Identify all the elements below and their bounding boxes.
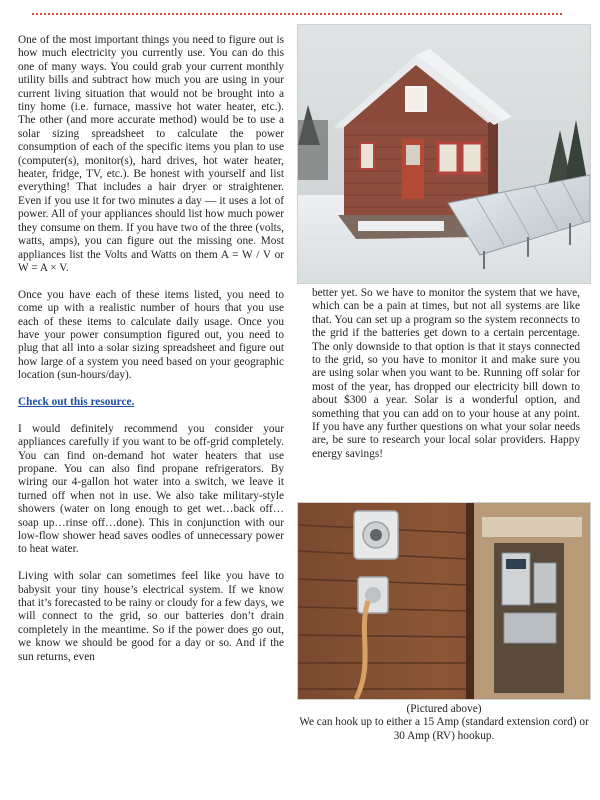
caption-hookup-text: We can hook up to either a 15 Amp (standard extension cord) or 30 Amp (RV) hookup. <box>299 716 589 742</box>
power-hookup-photo <box>297 502 591 700</box>
resource-link[interactable]: Check out this resource. <box>18 395 135 408</box>
paragraph-babysit-system: Living with solar can sometimes feel like you have to babysit your tiny house’s electrical system. If we know that it’s forecasted to be rainy or cloudy for a few days, we will connect to the grid, so our batteries don’t drain completely in the meantime. So if the power does go out, we know we should be good for a day or so. And if the sun returns, even <box>18 570 284 663</box>
power-hookup-illustration <box>298 503 590 699</box>
tiny-house-illustration <box>298 25 590 283</box>
caption-pictured-above: (Pictured above) <box>406 703 482 715</box>
paragraph-monitor-system: better yet. So we have to monitor the system that we have, which can be a pain at times, but not all systems are like that. You can set up a program so the system reconnects to the grid if the batteries get down to a certain percentage. The only downside to that option is that it stays connected to the grid, so you have to monitor it and make sure you are using solar when you want to be. Running off solar for most of the year, has dropped our electricity bill down to about $300 a year. Solar is a wonderful option, and something that you can add on to your house at any point. If you have any further questions on what your solar needs are, be sure to research your local solar providers. Happy energy savings! <box>312 287 580 460</box>
paragraph-daily-usage: Once you have each of these items listed, you need to come up with a realistic number of hours that you use each of these items to calculate daily usage. Once you have your power consumption figured out, you need to plug that all into a solar sizing spreadsheet and figure out how large of a system you need based on your geographic location (sun-hours/day). <box>18 288 284 382</box>
left-text-column <box>18 34 284 677</box>
tiny-house-photo <box>297 24 591 284</box>
paragraph-power-usage: One of the most important things you need to figure out is how much electricity you currently use. You can do this one of many ways. You could grab your current monthly utility bills and subtract how much you are using in your current living situation that would not be brought into a tiny home (i.e. furnace, massive hot water heater, etc.). The other (and more accurate method) would be to use a solar sizing spreadsheet to calculate the power consumption of each of the specific items you plan to use (computer(s), monitor(s), hard drives, hot water heater, heater, fridge, TV, etc.). Be honest with yourself and list everything! That includes a hair dryer or straightener. Even if you use it for two minutes a day — it uses a lot of power. All of your appliances should list how much power they consume on them. If you have two of the three (volts, watts, amps), you can figure out the missing one. Most appliances list the Volts and Watts on them A = W / V or W = A × V. <box>18 34 284 274</box>
photo-caption <box>298 703 590 743</box>
right-text-column <box>312 287 580 461</box>
paragraph-appliances: I would definitely recommend you consider your appliances carefully if you want to be off-grid completely. You can find on-demand hot water heaters that use propane. You can also find propane refrigerators. By wiring our 4-gallon hot water into a switch, we leave it turned off when not in use. We also take military-style showers (water on long enough to get wet…back off…soap up…rinse off…done). This in conjunction with our low-flow shower head saves oodles of unnecessary power to heat water. <box>18 422 284 556</box>
top-dotted-rule <box>32 13 562 15</box>
